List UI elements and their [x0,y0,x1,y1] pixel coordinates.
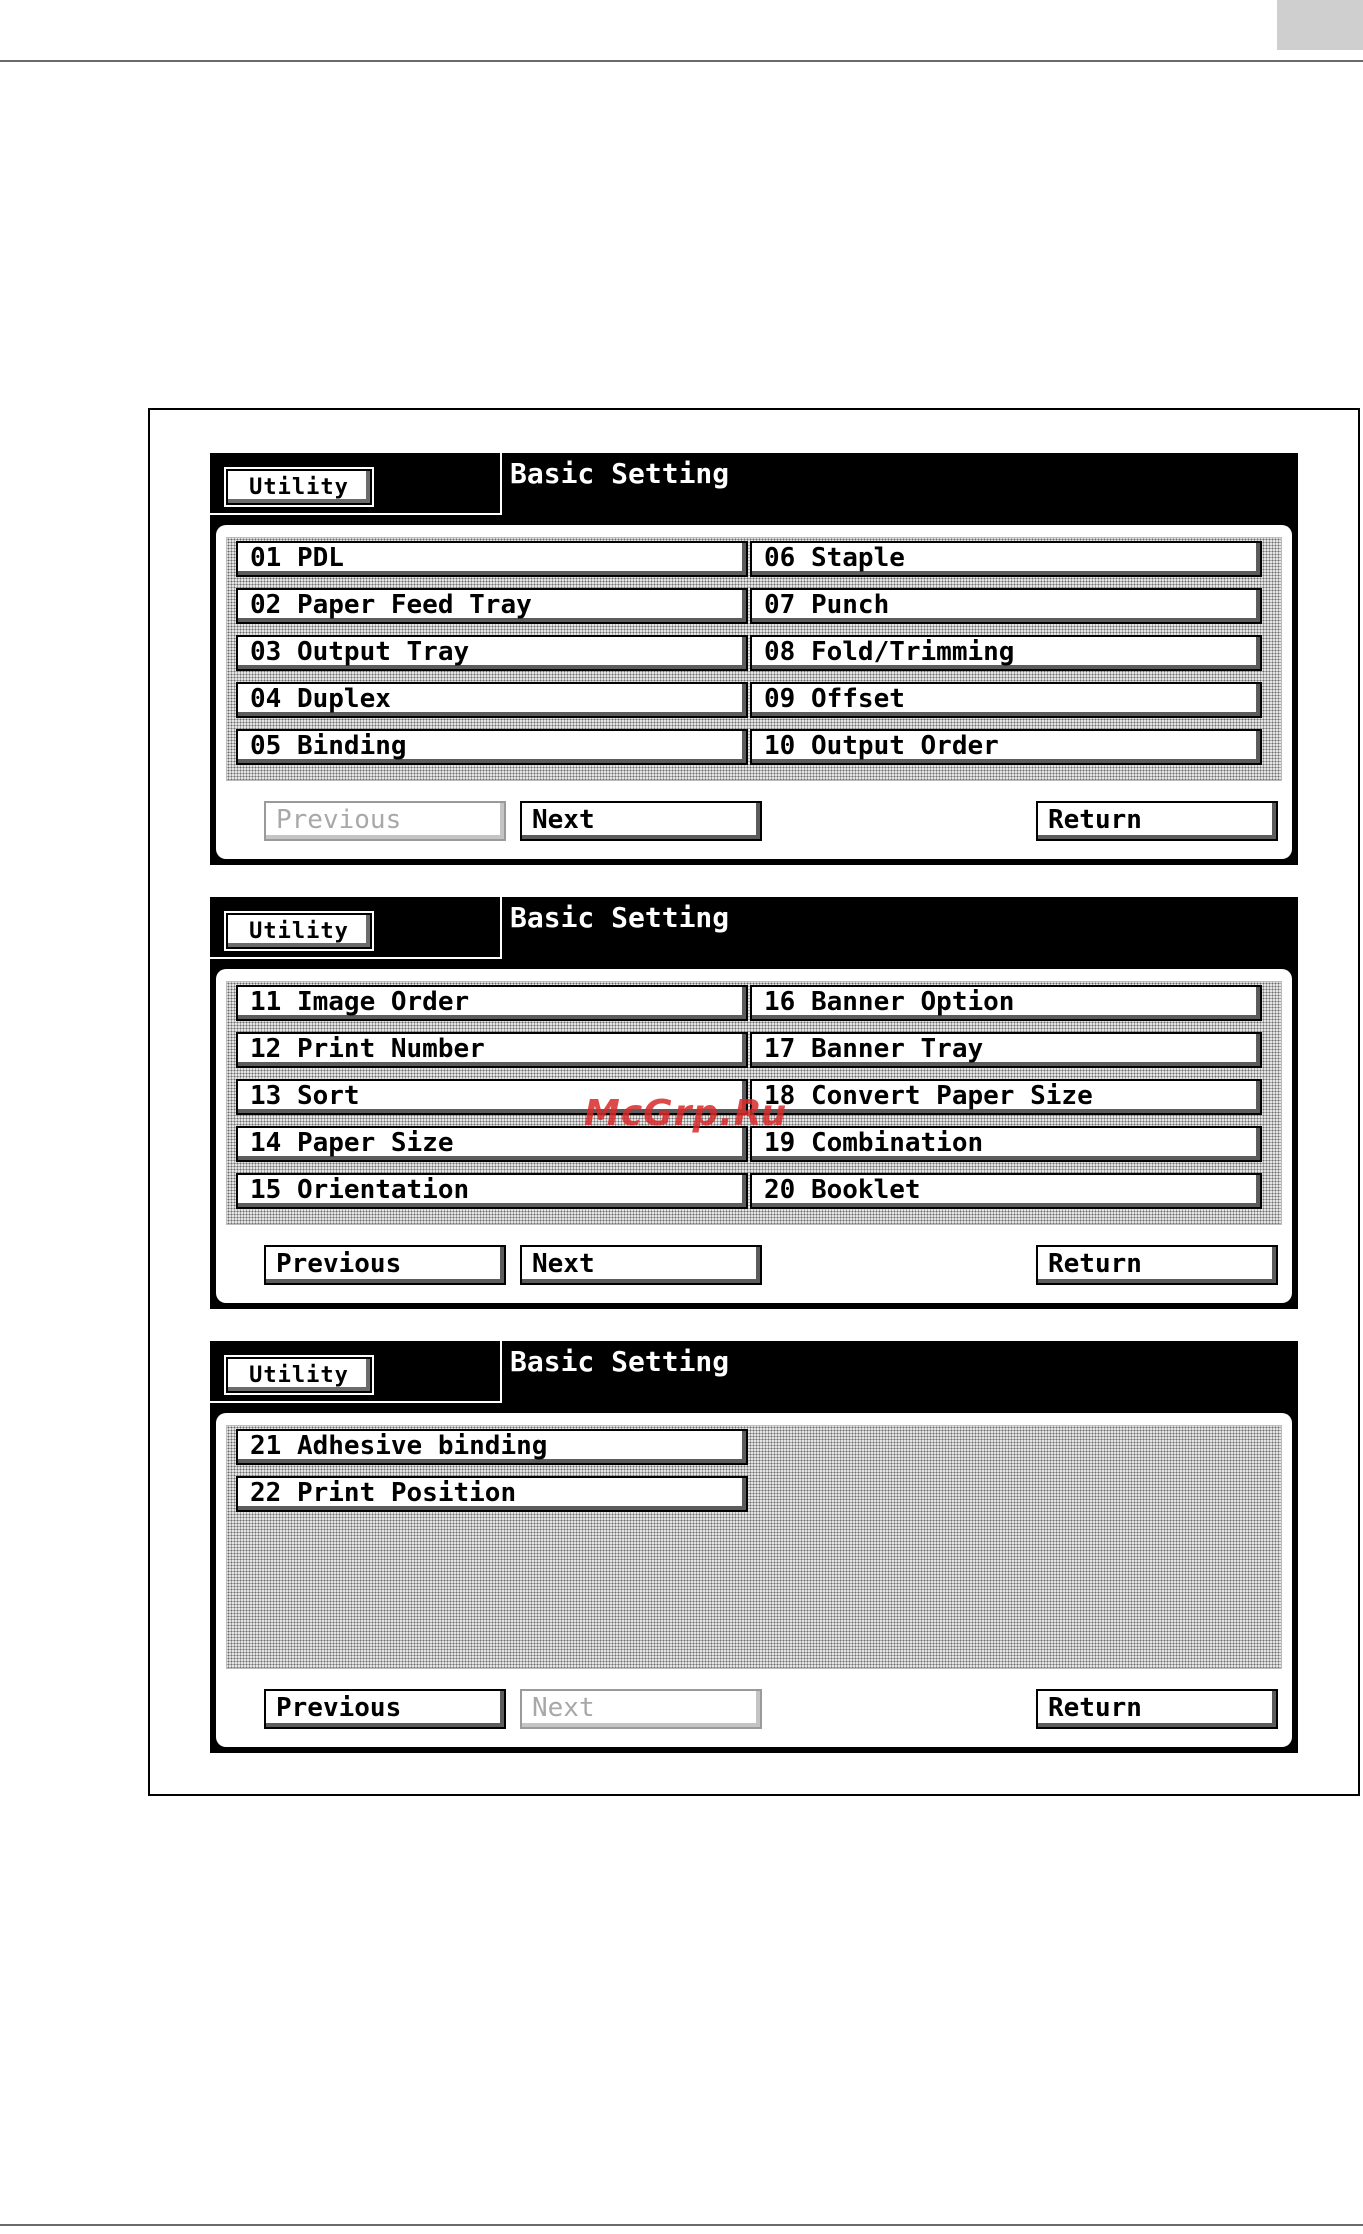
utility-button[interactable]: Utility [226,1357,372,1393]
utility-area [210,453,502,515]
screen-panel [216,525,1292,859]
return-button[interactable]: Return [1036,1245,1278,1285]
bottom-divider [0,2224,1363,2226]
utility-button[interactable]: Utility [226,913,372,949]
menu-item-22-print-position[interactable]: 22 Print Position [236,1476,748,1512]
next-button[interactable]: Next [520,801,762,841]
basic-setting-screen-1 [210,453,1298,865]
utility-area [210,1341,502,1403]
menu-item-09-offset[interactable]: 09 Offset [750,682,1262,718]
menu-item-03-output-tray[interactable]: 03 Output Tray [236,635,748,671]
menu-item-12-print-number[interactable]: 12 Print Number [236,1032,748,1068]
screen-title: Basic Setting [510,1345,730,1378]
screen-header [210,1341,1298,1407]
previous-button[interactable]: Previous [264,1689,506,1729]
screen-title: Basic Setting [510,457,730,490]
return-button[interactable]: Return [1036,1689,1278,1729]
next-button: Next [520,1689,762,1729]
utility-button[interactable]: Utility [226,469,372,505]
menu-item-20-booklet[interactable]: 20 Booklet [750,1173,1262,1209]
menu-item-08-fold-trimming[interactable]: 08 Fold/Trimming [750,635,1262,671]
menu-item-21-adhesive-binding[interactable]: 21 Adhesive binding [236,1429,748,1465]
screen-header [210,453,1298,519]
menu-item-17-banner-tray[interactable]: 17 Banner Tray [750,1032,1262,1068]
screen-title: Basic Setting [510,901,730,934]
utility-area [210,897,502,959]
menu-item-11-image-order[interactable]: 11 Image Order [236,985,748,1021]
screen-panel [216,1413,1292,1747]
menu-item-16-banner-option[interactable]: 16 Banner Option [750,985,1262,1021]
previous-button: Previous [264,801,506,841]
return-button[interactable]: Return [1036,801,1278,841]
menu-item-15-orientation[interactable]: 15 Orientation [236,1173,748,1209]
menu-item-10-output-order[interactable]: 10 Output Order [750,729,1262,765]
menu-item-13-sort[interactable]: 13 Sort [236,1079,748,1115]
menu-item-01-pdl[interactable]: 01 PDL [236,541,748,577]
screen-header [210,897,1298,963]
screen-body [210,963,1298,1309]
menu-item-18-convert-paper-size[interactable]: 18 Convert Paper Size [750,1079,1262,1115]
menu-item-07-punch[interactable]: 07 Punch [750,588,1262,624]
page-corner-tab [1277,0,1363,50]
menu-item-14-paper-size[interactable]: 14 Paper Size [236,1126,748,1162]
previous-button[interactable]: Previous [264,1245,506,1285]
watermark-text: McGrp.Ru [584,1093,788,1134]
next-button[interactable]: Next [520,1245,762,1285]
menu-item-04-duplex[interactable]: 04 Duplex [236,682,748,718]
menu-item-06-staple[interactable]: 06 Staple [750,541,1262,577]
screen-panel [216,969,1292,1303]
basic-setting-screen-3 [210,1341,1298,1753]
top-divider [0,60,1363,62]
screen-body [210,1407,1298,1753]
menu-item-02-paper-feed-tray[interactable]: 02 Paper Feed Tray [236,588,748,624]
screen-body [210,519,1298,865]
menu-item-19-combination[interactable]: 19 Combination [750,1126,1262,1162]
menu-item-05-binding[interactable]: 05 Binding [236,729,748,765]
